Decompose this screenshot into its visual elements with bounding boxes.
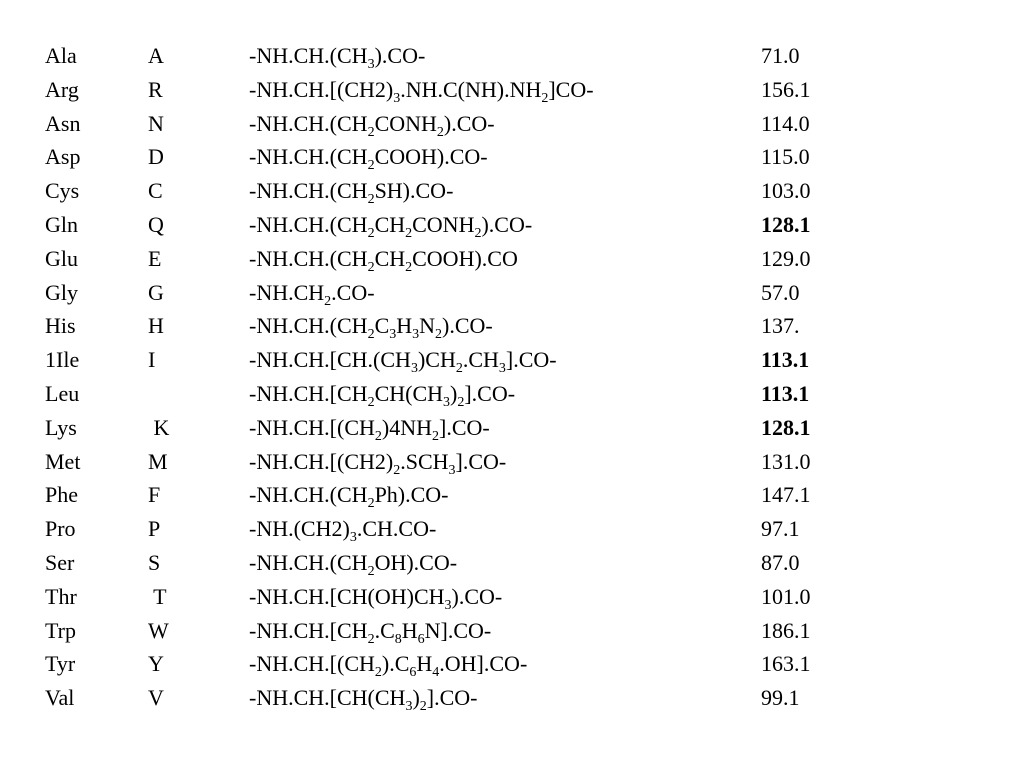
- formula-subscript: 2: [474, 225, 482, 241]
- formula-text: )CH: [417, 347, 456, 373]
- formula-subscript: 2: [367, 124, 375, 140]
- residue-abbreviation: Gly: [45, 279, 78, 305]
- amino-acid-residue-table: [45, 39, 1005, 715]
- formula-text: -NH.CH.[CH: [249, 380, 368, 406]
- residue-abbreviation: Pro: [45, 516, 76, 542]
- formula-subscript: 2: [374, 665, 382, 681]
- residue-abbreviation: Cys: [45, 178, 80, 204]
- formula-text: CH: [374, 211, 406, 237]
- formula-subscript: 8: [394, 631, 402, 647]
- residue-abbreviation: 1Ile: [45, 347, 80, 373]
- formula-text: CONH: [374, 110, 437, 136]
- residue-mass: 114.0: [761, 110, 810, 136]
- residue-formula: [249, 614, 491, 648]
- formula-text: H: [401, 617, 418, 643]
- residue-formula: [249, 39, 425, 73]
- formula-text: .OH].CO-: [439, 651, 528, 677]
- formula-subscript: 2: [405, 225, 413, 241]
- residue-formula: [249, 107, 495, 141]
- formula-subscript: 3: [444, 597, 452, 613]
- formula-text: -NH.CH.[(CH2): [249, 76, 394, 102]
- residue-abbreviation: Asp: [45, 144, 81, 170]
- formula-text: C: [374, 313, 390, 339]
- residue-mass: 128.1: [761, 414, 811, 440]
- residue-abbreviation: Lys: [45, 414, 77, 440]
- formula-subscript: 2: [367, 158, 375, 174]
- formula-subscript: 6: [417, 631, 425, 647]
- residue-one-letter-code: D: [148, 144, 164, 170]
- residue-formula: [249, 377, 515, 411]
- table-row: [45, 174, 1005, 208]
- residue-abbreviation: Thr: [45, 583, 77, 609]
- formula-text: ].CO-: [439, 414, 490, 440]
- table-row: [45, 512, 1005, 546]
- residue-mass: 186.1: [761, 617, 811, 643]
- table-row: [45, 242, 1005, 276]
- residue-formula: [249, 242, 518, 276]
- formula-subscript: 3: [367, 57, 375, 72]
- formula-text: )4NH: [381, 414, 432, 440]
- table-row: [45, 580, 1005, 614]
- residue-mass: 131.0: [761, 448, 811, 474]
- formula-text: .SCH: [400, 448, 449, 474]
- formula-text: N].CO-: [424, 617, 492, 643]
- residue-abbreviation: Leu: [45, 380, 80, 406]
- formula-text: -NH.CH.(CH: [249, 313, 368, 339]
- formula-text: -NH.CH: [249, 279, 325, 305]
- formula-subscript: 3: [405, 699, 413, 715]
- formula-text: ).CO-: [451, 583, 503, 609]
- formula-subscript: 2: [405, 259, 413, 275]
- formula-text: -NH.CH.[CH(OH)CH: [249, 583, 445, 609]
- formula-subscript: 2: [419, 699, 427, 715]
- residue-abbreviation: Gln: [45, 211, 78, 237]
- table-row: [45, 107, 1005, 141]
- formula-text: .NH.C(NH).NH: [400, 76, 542, 102]
- residue-formula: [249, 309, 493, 343]
- formula-text: CONH: [412, 211, 475, 237]
- residue-formula: [249, 512, 436, 546]
- table-row: [45, 445, 1005, 479]
- formula-text: -NH.CH.[(CH2): [249, 448, 394, 474]
- formula-text: -NH.CH.[CH(CH: [249, 685, 406, 711]
- formula-subscript: 2: [393, 462, 401, 478]
- formula-text: ).CO-: [374, 43, 426, 68]
- formula-text: ).CO-: [443, 110, 495, 136]
- residue-one-letter-code: S: [148, 549, 161, 575]
- formula-text: ).CO-: [481, 211, 533, 237]
- residue-one-letter-code: F: [148, 482, 161, 508]
- table-row: [45, 73, 1005, 107]
- formula-text: ]CO-: [548, 76, 594, 102]
- formula-text: CH: [374, 245, 406, 271]
- formula-text: ].CO-: [505, 347, 557, 373]
- formula-subscript: 4: [432, 665, 440, 681]
- formula-text: -NH.CH.(CH: [249, 144, 368, 170]
- formula-text: ): [450, 380, 458, 406]
- residue-mass: 147.1: [761, 482, 811, 508]
- formula-text: -NH.(CH2): [249, 516, 350, 542]
- formula-text: ].CO-: [464, 380, 516, 406]
- formula-text: -NH.CH.[(CH: [249, 651, 375, 677]
- residue-mass: 97.1: [761, 516, 800, 542]
- residue-abbreviation: Tyr: [45, 651, 76, 677]
- residue-mass: 128.1: [761, 211, 811, 237]
- residue-abbreviation: Phe: [45, 482, 78, 508]
- formula-subscript: 2: [367, 192, 375, 208]
- formula-subscript: 3: [412, 327, 420, 343]
- formula-text: -NH.CH.(CH: [249, 482, 368, 508]
- formula-text: ].CO-: [426, 685, 478, 711]
- residue-one-letter-code: Q: [148, 211, 164, 237]
- residue-formula: [249, 478, 449, 512]
- formula-text: -NH.CH.(CH: [249, 211, 368, 237]
- formula-subscript: 2: [435, 327, 443, 343]
- table-row: [45, 478, 1005, 512]
- residue-mass: 156.1: [761, 76, 811, 102]
- residue-abbreviation: Glu: [45, 245, 78, 271]
- formula-text: ).C: [381, 651, 410, 677]
- table-row: [45, 276, 1005, 310]
- formula-text: .CH: [462, 347, 499, 373]
- residue-formula: [249, 174, 453, 208]
- table-row: [45, 377, 1005, 411]
- residue-one-letter-code: H: [148, 313, 164, 339]
- residue-formula: [249, 73, 594, 107]
- formula-text: .CO-: [331, 279, 375, 305]
- formula-subscript: 6: [409, 665, 417, 681]
- residue-one-letter-code: C: [148, 178, 163, 204]
- residue-mass: 101.0: [761, 583, 811, 609]
- formula-text: OH).CO-: [374, 549, 458, 575]
- formula-subscript: 2: [367, 327, 375, 343]
- formula-subscript: 3: [389, 327, 397, 343]
- formula-text: H: [396, 313, 413, 339]
- formula-subscript: 2: [367, 259, 375, 275]
- table-row: [45, 140, 1005, 174]
- formula-text: -NH.CH.[CH.(CH: [249, 347, 411, 373]
- formula-text: ): [412, 685, 420, 711]
- residue-abbreviation: Met: [45, 448, 81, 474]
- residue-mass: 129.0: [761, 245, 811, 271]
- table-row: [45, 647, 1005, 681]
- formula-text: Ph).CO-: [374, 482, 449, 508]
- residue-abbreviation: Ala: [45, 43, 77, 68]
- residue-formula: [249, 343, 557, 377]
- formula-subscript: 2: [455, 361, 463, 377]
- formula-text: -NH.CH.(CH: [249, 110, 368, 136]
- residue-one-letter-code: G: [148, 279, 164, 305]
- formula-subscript: 2: [367, 225, 375, 241]
- formula-subscript: 3: [349, 530, 357, 546]
- residue-mass: 103.0: [761, 178, 811, 204]
- formula-text: COOH).CO-: [374, 144, 488, 170]
- table-row: [45, 343, 1005, 377]
- residue-formula: [249, 580, 502, 614]
- table-row: [45, 39, 1005, 73]
- residue-one-letter-code: M: [148, 448, 168, 474]
- residue-mass: 87.0: [761, 549, 800, 575]
- formula-subscript: 2: [367, 394, 375, 410]
- residue-abbreviation: His: [45, 313, 76, 339]
- residue-one-letter-code: A: [148, 43, 164, 68]
- residue-formula: [249, 276, 375, 310]
- formula-subscript: 3: [410, 361, 418, 377]
- residue-abbreviation: Arg: [45, 76, 79, 102]
- formula-text: -NH.CH.[CH: [249, 617, 368, 643]
- residue-formula: [249, 681, 478, 715]
- formula-text: -NH.CH.(CH: [249, 178, 368, 204]
- residue-one-letter-code: T: [148, 583, 167, 609]
- residue-formula: [249, 546, 457, 580]
- formula-subscript: 2: [374, 428, 382, 444]
- residue-formula: [249, 140, 488, 174]
- residue-mass: 113.1: [761, 347, 810, 373]
- residue-one-letter-code: R: [148, 76, 163, 102]
- formula-text: SH).CO-: [374, 178, 454, 204]
- table-row: [45, 309, 1005, 343]
- residue-mass: 163.1: [761, 651, 811, 677]
- formula-text: -NH.CH.[(CH: [249, 414, 375, 440]
- residue-mass: 113.1: [761, 380, 810, 406]
- formula-subscript: 2: [541, 90, 549, 106]
- residue-one-letter-code: V: [148, 685, 164, 711]
- table-row: [45, 208, 1005, 242]
- table-row: [45, 546, 1005, 580]
- residue-abbreviation: Ser: [45, 549, 75, 575]
- formula-subscript: 2: [324, 293, 332, 309]
- formula-text: CH(CH: [374, 380, 444, 406]
- residue-one-letter-code: W: [148, 617, 169, 643]
- residue-one-letter-code: P: [148, 516, 161, 542]
- formula-text: ].CO-: [455, 448, 507, 474]
- formula-subscript: 2: [367, 631, 375, 647]
- formula-text: COOH).CO: [412, 245, 518, 271]
- formula-text: H: [416, 651, 433, 677]
- formula-text: -NH.CH.(CH: [249, 549, 368, 575]
- residue-one-letter-code: Y: [148, 651, 164, 677]
- formula-text: -NH.CH.(CH: [249, 245, 368, 271]
- residue-abbreviation: Val: [45, 685, 75, 711]
- residue-mass: 99.1: [761, 685, 800, 711]
- formula-subscript: 3: [443, 394, 451, 410]
- residue-abbreviation: Trp: [45, 617, 76, 643]
- residue-formula: [249, 411, 490, 445]
- table-row: [45, 614, 1005, 648]
- formula-subscript: 2: [432, 428, 439, 444]
- residue-formula: [249, 208, 532, 242]
- formula-text: ).CO-: [442, 313, 493, 339]
- residue-one-letter-code: I: [148, 347, 156, 373]
- residue-mass: 57.0: [761, 279, 800, 305]
- formula-subscript: 2: [436, 124, 444, 140]
- residue-one-letter-code: K: [148, 414, 170, 440]
- formula-text: N: [419, 313, 436, 339]
- table-row: [45, 681, 1005, 715]
- residue-one-letter-code: N: [148, 110, 164, 136]
- residue-mass: 115.0: [761, 144, 810, 170]
- residue-abbreviation: Asn: [45, 110, 81, 136]
- residue-mass: 71.0: [761, 43, 800, 68]
- residue-mass: 137.: [761, 313, 800, 339]
- formula-text: .C: [374, 617, 395, 643]
- formula-subscript: 2: [367, 496, 375, 512]
- residue-formula: [249, 445, 506, 479]
- formula-subscript: 3: [448, 462, 456, 478]
- formula-subscript: 3: [393, 90, 401, 106]
- formula-text: -NH.CH.(CH: [249, 43, 368, 68]
- formula-subscript: 2: [457, 394, 465, 410]
- residue-one-letter-code: E: [148, 245, 162, 271]
- formula-subscript: 3: [498, 361, 506, 377]
- formula-subscript: 2: [367, 563, 375, 579]
- residue-formula: [249, 647, 527, 681]
- formula-text: .CH.CO-: [356, 516, 437, 542]
- table-row: [45, 411, 1005, 445]
